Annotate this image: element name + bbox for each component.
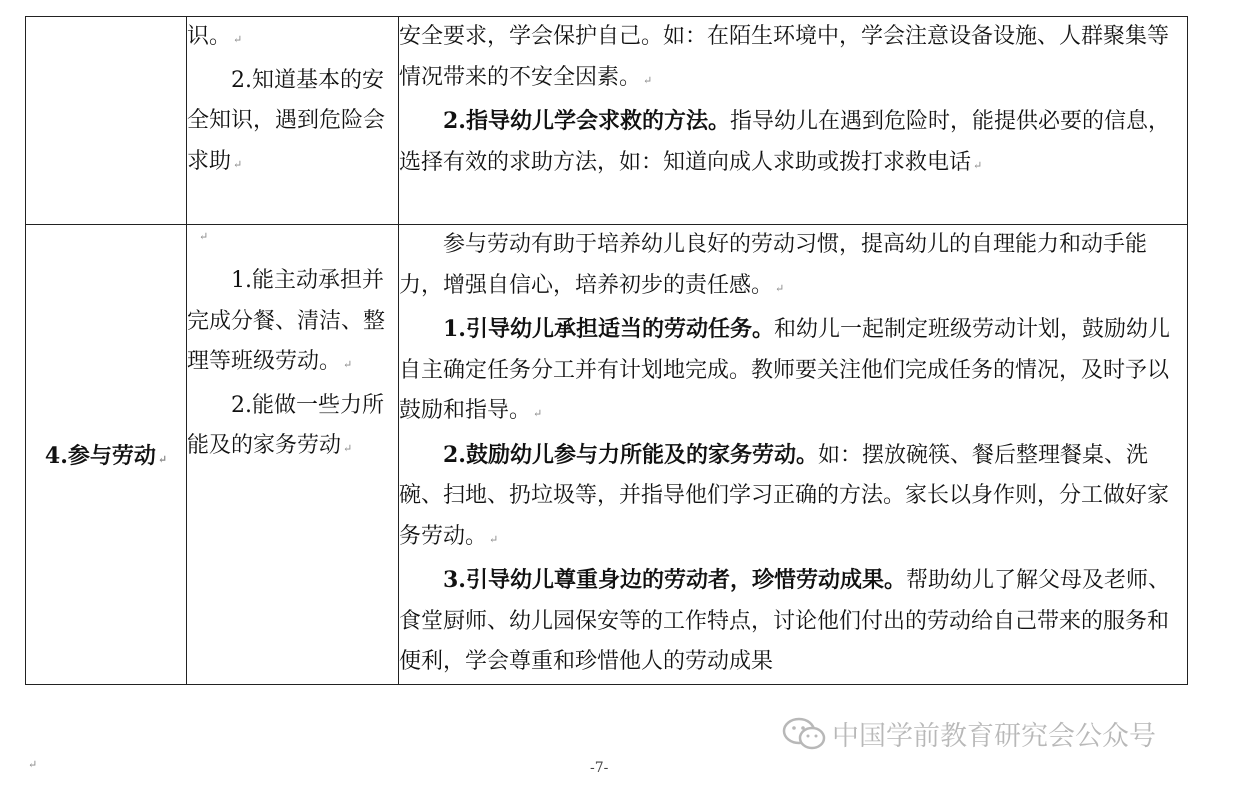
paragraph-mark-icon: ↵: [233, 33, 243, 46]
watermark-text: 中国学前教育研究会公众号: [832, 721, 1156, 752]
paragraph-mark-icon: ↵: [343, 358, 353, 371]
point-title: 2.鼓励幼儿参与力所能及的家务劳动。: [443, 441, 818, 468]
paragraph-mark-icon: ↵: [199, 230, 209, 243]
guidance-intro: 参与劳动有助于培养幼儿良好的劳动习惯，提高幼儿的自理能力和动手能力，增强自信心，培养初步的责任感。 ↵: [399, 232, 1148, 298]
goal-text-tail: 识。 ↵: [187, 24, 243, 49]
watermark: [782, 714, 1156, 753]
table-row: [26, 17, 1188, 225]
goal-cell: [187, 17, 399, 225]
paragraph-mark-icon: ↵: [973, 158, 983, 172]
paragraph-mark-icon: ↵: [489, 532, 499, 546]
paragraph-mark-icon: ↵: [343, 442, 353, 455]
guidance-cell: [399, 225, 1188, 685]
guidance-cell: [399, 17, 1188, 225]
category-cell: [26, 225, 187, 685]
goal-item-1: 1.能主动承担并完成分餐、清洁、整理等班级劳动。 ↵: [187, 268, 386, 374]
point-title: 1.引导幼儿承担适当的劳动任务。: [443, 316, 774, 342]
paragraph-mark-icon: ↵: [233, 157, 243, 171]
category-cell-empty: [26, 17, 187, 225]
guidance-point-3: 3.引导幼儿尊重身边的劳动者，珍惜劳动成果。帮助幼儿了解父母及老师、食堂厨师、幼儿园保安等的工作特点，讨论他们付出的劳动给自己带来的服务和便利，学会尊重和珍惜他人的劳动成果: [399, 567, 1170, 674]
paragraph-mark-icon: ↵: [28, 758, 38, 771]
paragraph-mark-icon: ↵: [775, 281, 785, 295]
guidance-point-2: 2.鼓励幼儿参与力所能及的家务劳动。如：摆放碗筷、餐后整理餐桌、洗碗、扫地、扔垃圾等，并指导他们学习正确的方法。家长以身作则，分工做好家务劳动。 ↵: [399, 441, 1170, 549]
goal-item-2: 2.能做一些力所能及的家务劳动 ↵: [187, 392, 384, 458]
guidance-point-1: 1.引导幼儿承担适当的劳动任务。和幼儿一起制定班级劳动计划，鼓励幼儿自主确定任务分工并有计划地完成。教师要关注他们完成任务的情况，及时予以鼓励和指导。 ↵: [399, 316, 1170, 423]
guidance-intro-tail: 安全要求，学会保护自己。如：在陌生环境中，学会注意设备设施、人群聚集等情况带来的不安全因素。 ↵: [399, 24, 1170, 90]
blank-line: [187, 225, 398, 261]
point-title: 2.指导幼儿学会求救的方法。: [443, 108, 730, 134]
goal-cell: [187, 225, 399, 685]
point-title: 3.引导幼儿尊重身边的劳动者，珍惜劳动成果。: [443, 567, 906, 593]
paragraph-mark-icon: ↵: [533, 407, 543, 420]
guidance-point-2: 2.指导幼儿学会求救的方法。指导幼儿在遇到危险时，能提供必要的信息，选择有效的求助方法，如：知道向成人求助或拨打求救电话 ↵: [399, 108, 1170, 175]
category-label: 4.参与劳动: [44, 443, 156, 469]
paragraph-mark-icon: ↵: [643, 73, 653, 87]
paragraph-mark-icon: ↵: [157, 453, 168, 466]
goal-item-2: 2.知道基本的安全知识，遇到危险会求助 ↵: [187, 67, 386, 174]
wechat-icon: [782, 716, 826, 752]
table-row: [26, 225, 1188, 685]
guidance-table: [25, 16, 1188, 685]
page-number: -7-: [590, 760, 609, 776]
